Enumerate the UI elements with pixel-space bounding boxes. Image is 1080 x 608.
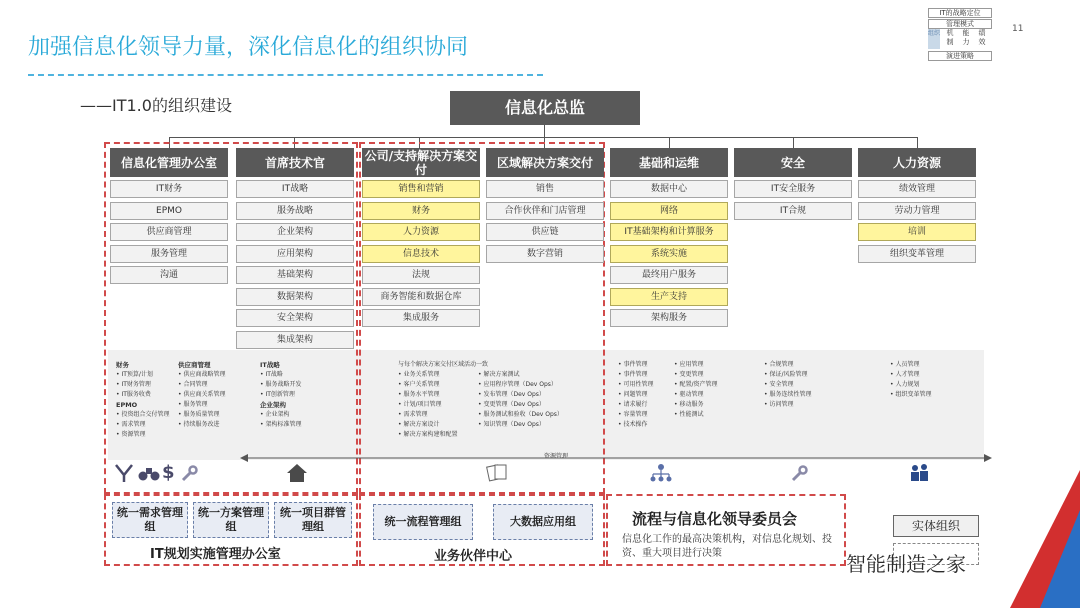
detail-line: • 企业架构: [260, 411, 290, 418]
org-item: 最终用户服务: [610, 266, 728, 284]
mini-top: IT的战略定位: [928, 8, 992, 18]
org-item: 基础架构: [236, 266, 354, 284]
watermark: 智能制造之家: [846, 552, 966, 576]
detail-line: • 配置/资产管理: [674, 381, 718, 388]
wrench-icon: [790, 465, 808, 488]
org-item: 服务管理: [110, 245, 228, 263]
detail-line: • 服务战略开发: [260, 381, 302, 388]
detail-line: • 服务测试和验收（Dev Ops）: [478, 411, 563, 418]
detail-line: • 访问管理: [764, 401, 794, 408]
detail-line: • 保证/风险管理: [764, 371, 808, 378]
org-item: 销售和营销: [362, 180, 480, 198]
detail-line: 财务: [116, 361, 129, 369]
page-number: 11: [1012, 24, 1024, 34]
mini-cell: 能力: [962, 29, 970, 46]
org-item: IT合规: [734, 202, 852, 220]
mini-row2: 管理模式: [928, 19, 992, 29]
dollar-icon: $: [162, 462, 175, 483]
org-item: 数据中心: [610, 180, 728, 198]
title-underline: [28, 74, 543, 76]
detail-line: • IT预算/计划: [116, 371, 153, 378]
detail-line: • 服务管理: [178, 401, 208, 408]
org-item: 法规: [362, 266, 480, 284]
org-item: 架构服务: [610, 309, 728, 327]
org-item: 生产支持: [610, 288, 728, 306]
detail-line: • 驱动管理: [674, 391, 704, 398]
binoculars-icon: [138, 464, 160, 487]
org-item: 合作伙伴和门店管理: [486, 202, 604, 220]
org-item: 供应商管理: [110, 223, 228, 241]
mini-side: 组织: [928, 29, 940, 49]
org-item: IT基础架构和计算服务: [610, 223, 728, 241]
org-item: 数据架构: [236, 288, 354, 306]
detail-line: • 发布管理（Dev Ops）: [478, 391, 545, 398]
org-item: 沟通: [110, 266, 228, 284]
detail-line: • 服务质量管理: [178, 411, 220, 418]
org-item: 集成服务: [362, 309, 480, 327]
detail-line: • 服务水平管理: [398, 391, 440, 398]
org-item: 培训: [858, 223, 976, 241]
detail-line: • 应用程序管理（Dev Ops）: [478, 381, 557, 388]
detail-line: • IT服务收费: [116, 391, 151, 398]
detail-line: • 事件管理: [618, 361, 648, 368]
committee-title: 流程与信息化领导委员会: [632, 510, 798, 528]
detail-col3a: [398, 370, 457, 440]
column-header: 安全: [734, 148, 852, 177]
org-chart-icon: [650, 463, 672, 488]
partner-center-label: 业务伙伴中心: [434, 549, 513, 564]
detail-line: • 资源管理: [116, 431, 146, 438]
column-header: 基础和运维: [610, 148, 728, 177]
org-item: 绩效管理: [858, 180, 976, 198]
cio-box: 信息化总监: [450, 91, 640, 125]
people-icon: [908, 463, 932, 488]
house-icon: [286, 463, 308, 488]
org-item: 安全架构: [236, 309, 354, 327]
detail-line: IT战略: [260, 361, 280, 369]
detail-line: • 人才管理: [890, 371, 920, 378]
detail-line: • 组织变革管理: [890, 391, 932, 398]
connector-line: [793, 137, 794, 148]
org-item: 企业架构: [236, 223, 354, 241]
detail-line: 供应商管理: [178, 361, 211, 369]
detail-col1a: [116, 360, 169, 440]
detail-col5a: [618, 360, 653, 430]
detail-col5b: [674, 360, 717, 420]
column-header: 信息化管理办公室: [110, 148, 228, 177]
program-group: 统一项目群管理组: [274, 502, 352, 538]
detail-line: 企业架构: [260, 401, 286, 409]
detail-line: • 架构标准管理: [260, 421, 302, 428]
org-item: 服务战略: [236, 202, 354, 220]
detail-line: • 问题管理: [618, 391, 648, 398]
detail-line: • 合同管理: [178, 381, 208, 388]
connector-line: [917, 137, 918, 148]
org-item: EPMO: [110, 202, 228, 220]
detail-line: • 计划/项目管理: [398, 401, 442, 408]
detail-line: • 人力规划: [890, 381, 920, 388]
org-item: 系统实施: [610, 245, 728, 263]
detail-line: • 知识管理（Dev Ops）: [478, 421, 545, 428]
detail-line: • IT创新管理: [260, 391, 295, 398]
detail-col6: [764, 360, 811, 410]
detail-line: • 业务关系管理: [398, 371, 440, 378]
connector-line: [169, 137, 917, 138]
column-header: 首席技术官: [236, 148, 354, 177]
detail-line: • 请求履行: [618, 401, 648, 408]
detail-line: • 安全管理: [764, 381, 794, 388]
org-item: 数字营销: [486, 245, 604, 263]
org-item: 供应链: [486, 223, 604, 241]
network-icon: [114, 463, 134, 488]
connector-line: [669, 137, 670, 148]
detail-col2: [260, 360, 301, 430]
detail-line: • 应用管理: [674, 361, 704, 368]
detail-line: • 投资组合交付管理: [116, 411, 170, 418]
detail-line: • 合规管理: [764, 361, 794, 368]
it-office-label: IT规划实施管理办公室: [150, 547, 281, 562]
demand-group: 统一需求管理组: [112, 502, 188, 538]
detail-line: • 持续服务改进: [178, 421, 220, 428]
corner-decoration: [1010, 470, 1080, 608]
org-item: 集成架构: [236, 331, 354, 349]
org-item: 人力资源: [362, 223, 480, 241]
detail-line: EPMO: [116, 401, 138, 409]
detail-line: • 服务连续性管理: [764, 391, 812, 398]
documents-icon: [486, 462, 508, 487]
slide-title: 加强信息化领导力量，深化信息化的组织协同: [28, 35, 469, 60]
org-item: 应用架构: [236, 245, 354, 263]
detail-line: • 解决方案测试: [478, 371, 520, 378]
mini-cell: 绩效: [978, 29, 986, 46]
timeline-arrow: [240, 452, 992, 464]
org-item: 商务智能和数据仓库: [362, 288, 480, 306]
detail-line: • 性能测试: [674, 411, 704, 418]
detail-col7: [890, 360, 931, 400]
org-item: IT安全服务: [734, 180, 852, 198]
detail-line: • 客户关系管理: [398, 381, 440, 388]
entity-legend: 实体组织: [893, 515, 979, 537]
mini-diagram: [928, 8, 992, 64]
column-header: 区域解决方案交付: [486, 148, 604, 177]
detail-line: • 容量管理: [618, 411, 648, 418]
detail-col3b: [478, 370, 563, 430]
detail-col3c: 资源管理: [544, 453, 569, 460]
bigdata-group: 大数据应用组: [493, 504, 593, 540]
solution-group: 统一方案管理组: [193, 502, 269, 538]
detail-line: • IT财务管理: [116, 381, 151, 388]
committee-desc: 信息化工作的最高决策机构，对信息化规划、投资、重大项目进行决策: [622, 534, 832, 559]
column-header: 人力资源: [858, 148, 976, 177]
detail-line: • 解决方案构建和配置: [398, 431, 458, 438]
org-item: 劳动力管理: [858, 202, 976, 220]
subtitle: ——IT1.0的组织建设: [80, 96, 232, 115]
detail-line: • 技术操作: [618, 421, 648, 428]
detail-line: • 事件管理: [618, 371, 648, 378]
org-item: 组织变革管理: [858, 245, 976, 263]
column-header: 公司/支持解决方案交付: [362, 148, 480, 177]
detail-line: • 解决方案设计: [398, 421, 440, 428]
detail-line: • 供应商关系管理: [178, 391, 226, 398]
detail-line: • 供应商战略管理: [178, 371, 226, 378]
org-item: 销售: [486, 180, 604, 198]
org-item: IT财务: [110, 180, 228, 198]
connector-line: [544, 125, 545, 137]
mini-cell: 机制: [946, 29, 954, 46]
org-item: IT战略: [236, 180, 354, 198]
detail-line: • 变更管理: [674, 371, 704, 378]
org-item: 财务: [362, 202, 480, 220]
mini-bottom: 演进策略: [928, 51, 992, 61]
detail-line: • 人员管理: [890, 361, 920, 368]
detail-col1b: [178, 360, 225, 430]
detail-line: • 移动服务: [674, 401, 704, 408]
detail-line: • 变更管理（Dev Ops）: [478, 401, 545, 408]
detail-line: • 需求管理: [116, 421, 146, 428]
org-item: 网络: [610, 202, 728, 220]
detail-col3-head: 与每个解决方案交付区域活动一致: [398, 361, 489, 368]
org-item: 信息技术: [362, 245, 480, 263]
detail-line: • 需求管理: [398, 411, 428, 418]
detail-line: • 可用性管理: [618, 381, 654, 388]
detail-line: • IT战略: [260, 371, 283, 378]
process-group: 统一流程管理组: [373, 504, 473, 540]
wrench-icon: [180, 465, 198, 488]
